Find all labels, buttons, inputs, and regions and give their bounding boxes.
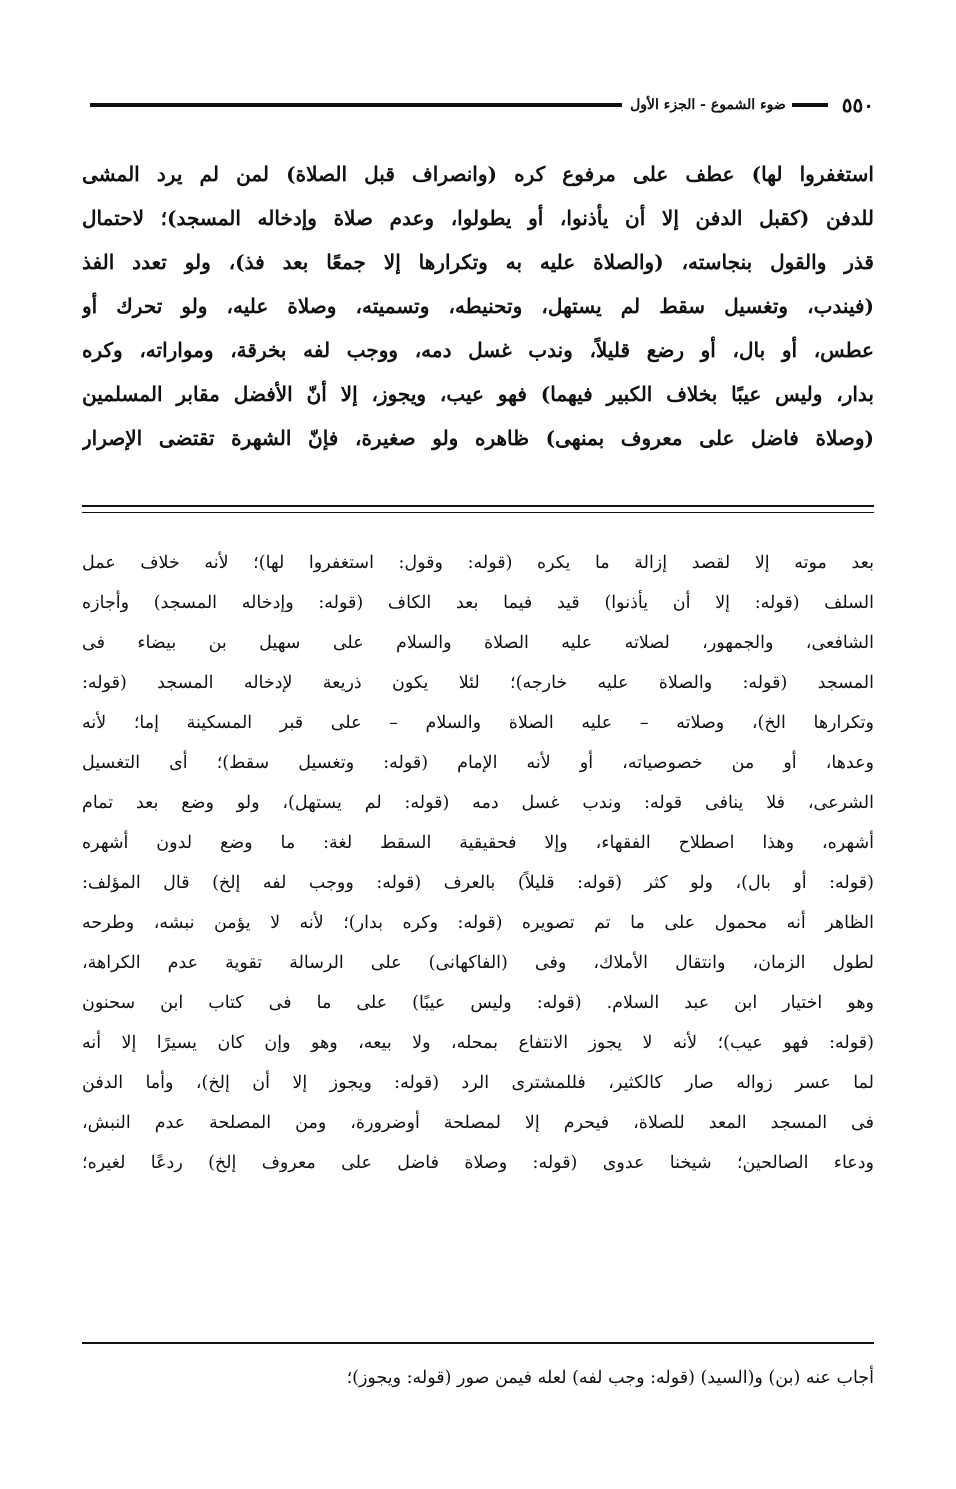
footnote-line: أجاب عنه (بن) و(السيد) (قوله: وجب لفه) لعله فيمن صور (قوله: ويجوز)؛	[346, 1368, 874, 1388]
book-page	[82, 0, 874, 1489]
footnote-divider	[82, 1342, 874, 1344]
running-header	[82, 88, 874, 122]
section-divider-thin	[82, 512, 874, 513]
main-text-line: استغفروا لها) عطف على مرفوع كره (وانصراف قبل الصلاة) لمن لم يرد المشى	[82, 162, 874, 186]
commentary-line: الشافعى، والجمهور، لصلاته عليه الصلاة والسلام على سهيل بن بيضاء فى	[82, 633, 874, 653]
commentary-line: الظاهر أنه محمول على ما تم تصويره (قوله: وكره بدار)؛ لأنه لا يؤمن نبشه، وطرحه	[82, 913, 874, 933]
footnote-text	[82, 1358, 874, 1398]
commentary-line: (قوله: أو بال)، ولو كثر (قوله: قليلاً) بالعرف (قوله: ووجب لفه إلخ) قال المؤلف:	[82, 873, 874, 893]
page-number: ٥٥٠	[841, 93, 874, 117]
commentary-line: الشرعى، فلا ينافى قوله: وندب غسل دمه (قوله: لم يستهل)، ولو وضع بعد تمام	[82, 793, 874, 813]
commentary-line: لطول الزمان، وانتقال الأملاك، وفى (الفاكهانى) على الرسالة تقوية عدم الكراهة،	[82, 953, 874, 973]
commentary-line: وعدها، أو من خصوصياته، أو لأنه الإمام (قوله: وتغسيل سقط)؛ أى التغسيل	[82, 753, 874, 773]
main-text-line: للدفن (كقبل الدفن إلا أن يأذنوا، أو يطولوا، وعدم صلاة وإدخاله المسجد)؛ لاحتمال	[82, 206, 874, 230]
main-text-line: (فيندب، وتغسيل سقط لم يستهل، وتحنيطه، وتسميته، وصلاة عليه، ولو تحرك أو	[82, 294, 874, 318]
commentary-line: السلف (قوله: إلا أن يأذنوا) قيد فيما بعد الكاف (قوله: وإدخاله المسجد) وأجازه	[82, 593, 874, 613]
section-divider-thick	[82, 505, 874, 507]
header-dash	[792, 103, 828, 107]
main-text-line: قذر والقول بنجاسته، (والصلاة عليه به وتكرارها إلا جمعًا بعد فذ)، ولو تعدد الفذ	[82, 250, 874, 274]
commentary-line: لما عسر زواله صار كالكثير، فللمشترى الرد (قوله: ويجوز إلا أن إلخ)، وأما الدفن	[82, 1073, 874, 1093]
main-text-line: بدار، وليس عيبًا بخلاف الكبير فيهما) فهو عيب، ويجوز، إلا أنّ الأفضل مقابر المسلمين	[82, 382, 874, 406]
commentary-line: ودعاء الصالحين؛ شيخنا عدوى (قوله: وصلاة فاضل على معروف إلخ) ردعًا لغيره؛	[82, 1153, 874, 1173]
main-text	[82, 152, 874, 460]
commentary-line: بعد موته إلا لقصد إزالة ما يكره (قوله: وقول: استغفروا لها)؛ لأنه خلاف عمل	[82, 553, 874, 573]
commentary-line: فى المسجد المعد للصلاة، فيحرم إلا لمصلحة أوضرورة، ومن المصلحة عدم النبش،	[82, 1113, 874, 1133]
commentary-line: المسجد (قوله: والصلاة عليه خارجه)؛ لئلا يكون ذريعة لإدخاله المسجد (قوله:	[82, 673, 874, 693]
main-text-line: عطس، أو بال، أو رضع قليلاً، وندب غسل دمه، ووجب لفه بخرقة، ومواراته، وكره	[82, 338, 874, 362]
commentary-text	[82, 543, 874, 1183]
main-text-line: (وصلاة فاضل على معروف بمنهى) ظاهره ولو صغيرة، فإنّ الشهرة تقتضى الإصرار	[82, 426, 874, 450]
commentary-line: (قوله: فهو عيب)؛ لأنه لا يجوز الانتفاع بمحله، ولا بيعه، وهو وإن كان يسيرًا إلا أنه	[82, 1033, 874, 1053]
commentary-line: أشهره، وهذا اصطلاح الفقهاء، وإلا فحقيقية السقط لغة: ما وضع لدون أشهره	[82, 833, 874, 853]
header-rule	[90, 103, 622, 107]
running-title: ضوء الشموع - الجزء الأول	[630, 97, 786, 113]
commentary-line: وتكرارها الخ)، وصلاته – عليه الصلاة والسلام – على قبر المسكينة إما؛ لأنه	[82, 713, 874, 733]
commentary-line: وهو اختيار ابن عبد السلام. (قوله: وليس عيبًا) على ما فى كتاب ابن سحنون	[82, 993, 874, 1013]
